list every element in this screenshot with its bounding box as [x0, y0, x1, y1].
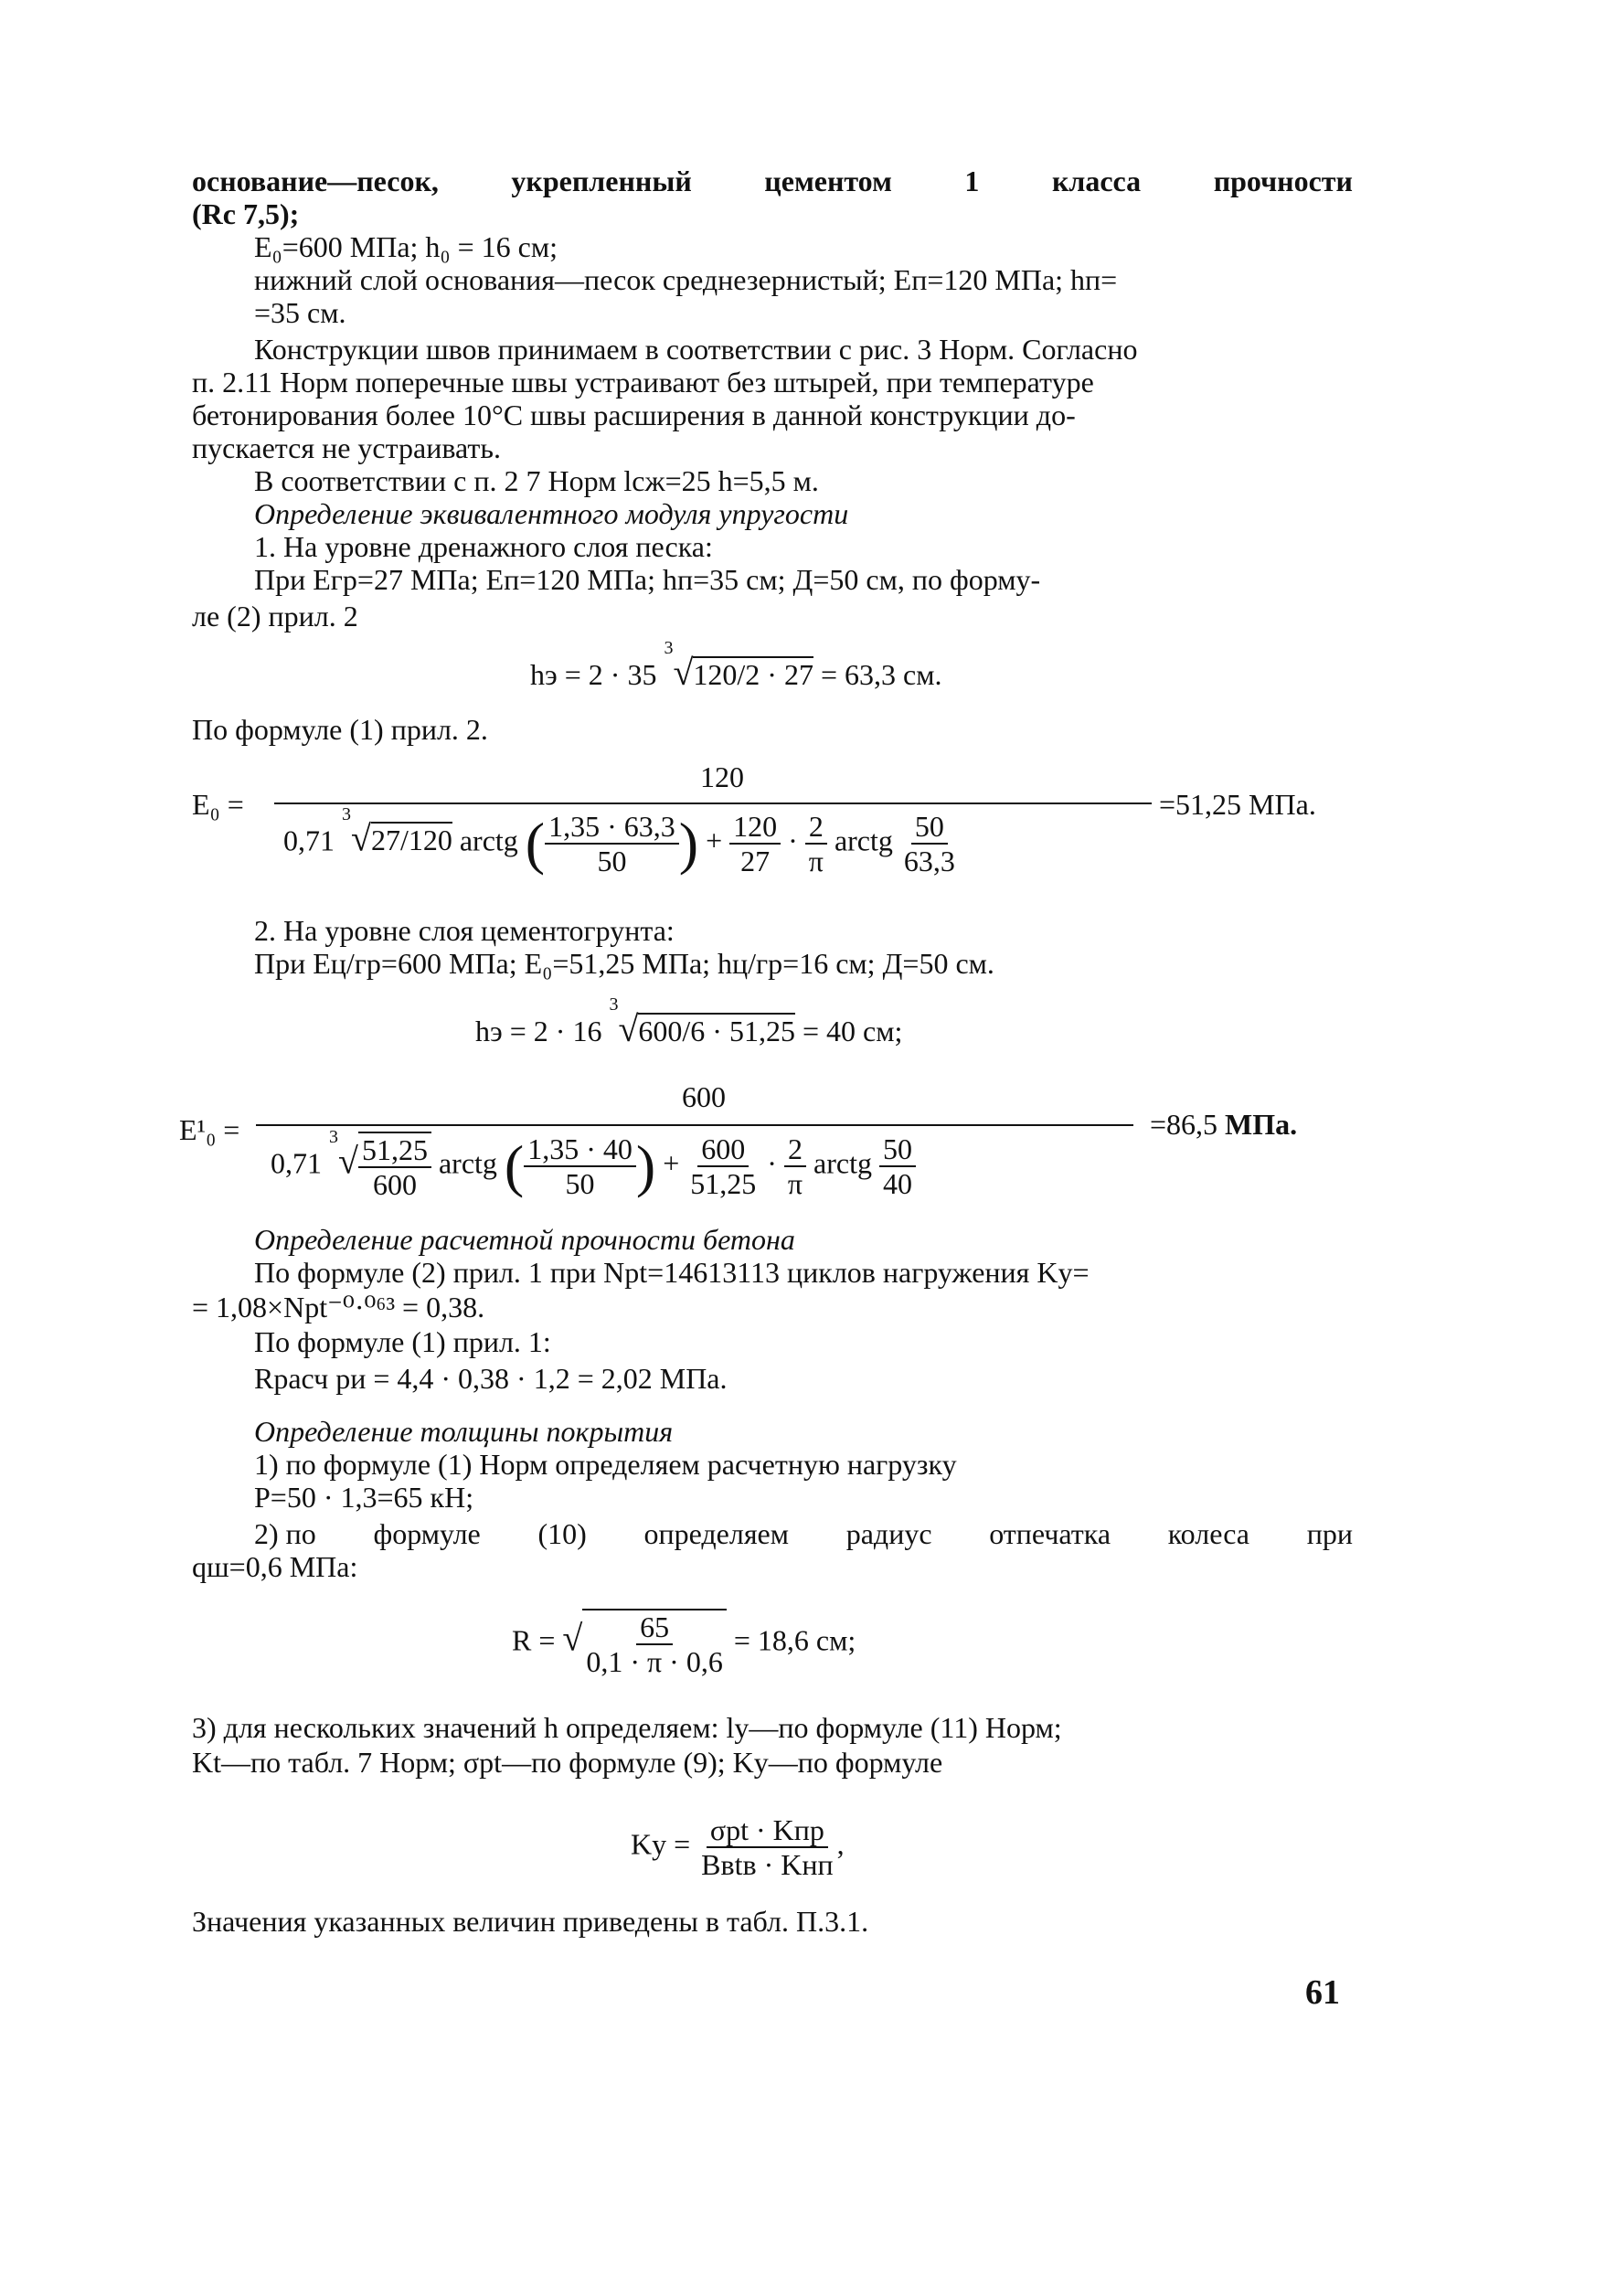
function-name: arctg	[438, 1146, 497, 1180]
text-line: В соответствии с п. 2 7 Норм lсж=25 h=5,5 м.	[254, 464, 819, 497]
fraction-bar	[274, 803, 1152, 804]
section-heading: Определение расчетной прочности бетона	[254, 1223, 795, 1256]
fraction: $\frac{2}{\pi}$	[784, 1132, 806, 1200]
formula-e01-result	[1150, 1108, 1297, 1141]
text-line: 1. На уровне дренажного слоя песка:	[254, 530, 713, 563]
formula-radius	[512, 1609, 856, 1678]
text-line: E₀=600 МПа; h₀ = 16 см;	[254, 230, 558, 263]
text-line: =35 см.	[254, 296, 346, 329]
fraction: $\frac{2}{\pi}$	[805, 810, 827, 877]
text-line: пускается не устраивать.	[192, 431, 501, 464]
text-line: По формуле (2) прил. 1 при Npt=14613113 циклов нагружения Kу=	[254, 1256, 1090, 1289]
fraction: $\frac{600}{51,25}$	[690, 1132, 757, 1200]
formula-e0-lhs: E₀ =	[192, 788, 244, 821]
radicand: 120/2 · 27	[693, 658, 813, 691]
formula-lhs: hэ = 2 · 16	[475, 1015, 602, 1047]
fraction: $\frac{1,35 \cdot 63,3}{50}$	[545, 810, 679, 877]
punctuation: ,	[836, 1827, 845, 1861]
coefficient: 0,71	[271, 1146, 322, 1180]
paren: (	[504, 1133, 525, 1198]
text-line	[254, 1517, 1353, 1550]
text-line: 1) по формуле (1) Норм определяем расчетную нагрузку	[254, 1448, 957, 1481]
function-name: arctg	[834, 824, 893, 857]
formula-h-equivalent-2	[475, 994, 903, 1049]
word: класса	[1051, 165, 1142, 197]
word: цементом	[764, 165, 892, 197]
radicand: 600/6 · 51,25	[638, 1015, 795, 1047]
root-index: 3	[329, 1126, 338, 1147]
word: 1	[964, 165, 980, 197]
formula-result: = 63,3 см.	[820, 658, 942, 691]
text-line: п. 2.11 Норм поперечные швы устраивают без штырей, при температуре	[192, 366, 1094, 399]
text-line: 3) для нескольких значений h определяем: lу—по формуле (11) Норм;	[192, 1711, 1062, 1744]
result-unit: МПа.	[1225, 1108, 1298, 1141]
text-line: нижний слой основания—песок среднезернистый; Eп=120 МПа; hп=	[254, 263, 1118, 296]
text-line: По формуле (1) прил. 1:	[254, 1325, 551, 1358]
formula-e0-denominator: 0,71 $^3$√27/120 arctg ( $\frac{1,35 \cdot 63,3}{50}$ ) + $\frac{120}{27}$ · $\frac{2}{\pi}$ arctg $\frac{50}{63,3}$	[283, 810, 959, 877]
radical-sign: √	[618, 1008, 639, 1049]
coefficient: 0,71	[283, 824, 335, 857]
section-heading: Определение толщины покрытия	[254, 1415, 674, 1448]
word: прочности	[1213, 165, 1353, 197]
result-value: =86,5	[1150, 1108, 1218, 1141]
paren: )	[678, 811, 699, 876]
text-line: При Eгр=27 МПа; Eп=120 МПа; hп=35 см; Д=50 см, по форму-	[254, 563, 1041, 596]
formula-h-equivalent-1	[530, 638, 942, 693]
function-name: arctg	[459, 824, 518, 857]
formula-e01-numerator: 600	[682, 1080, 726, 1113]
text-line: Rрасч ри = 4,4 · 0,38 · 1,2 = 2,02 МПа.	[254, 1362, 728, 1395]
root-index: 3	[342, 803, 351, 824]
formula-lhs: R =	[512, 1623, 556, 1657]
fraction: $\frac{120}{27}$	[729, 810, 781, 877]
page-number: 61	[1305, 1973, 1340, 2012]
root-index: 3	[609, 994, 619, 1015]
fraction: $\frac{51,25}{600}$	[358, 1132, 431, 1201]
text-line: qш=0,6 МПа:	[192, 1550, 358, 1583]
text-line: Конструкции швов принимаем в соответствии с рис. 3 Норм. Согласно	[254, 333, 1138, 366]
word: укрепленный	[511, 165, 692, 197]
paren: )	[635, 1133, 656, 1198]
word: основание—песок,	[192, 165, 439, 197]
fraction-bar	[256, 1124, 1133, 1126]
text-line: (Rc 7,5);	[192, 197, 300, 230]
formula-e0-numerator: 120	[700, 760, 744, 793]
fraction: $\frac{50}{40}$	[879, 1132, 916, 1200]
radical-sign: √	[338, 1140, 358, 1182]
word: 2) по	[254, 1517, 316, 1550]
paren: (	[525, 811, 546, 876]
text-line: Kt—по табл. 7 Норм; σpt—по формуле (9); Kу—по формуле	[192, 1746, 943, 1779]
text-line: P=50 · 1,3=65 кН;	[254, 1481, 474, 1514]
radical-sign: √	[562, 1617, 583, 1659]
root-index: 3	[664, 638, 674, 659]
formula-result: = 40 см;	[802, 1015, 903, 1047]
word: (10)	[537, 1517, 587, 1550]
formula-lhs: hэ = 2 · 35	[530, 658, 657, 691]
text-line	[192, 165, 1353, 197]
radicand: 27/120	[370, 824, 452, 857]
word: отпечатка	[989, 1517, 1111, 1550]
formula-e0-result: =51,25 МПа.	[1159, 788, 1316, 821]
text-line: Значения указанных величин приведены в табл. П.3.1.	[192, 1905, 869, 1938]
radical-sign: √	[673, 652, 694, 693]
word: при	[1306, 1517, 1353, 1550]
text-line: бетонирования более 10°С швы расширения в данной конструкции до-	[192, 399, 1076, 431]
function-name: arctg	[813, 1146, 872, 1180]
formula-ky	[631, 1813, 845, 1881]
word: радиус	[845, 1517, 932, 1550]
text-line: По формуле (1) прил. 2.	[192, 713, 488, 746]
section-heading: Определение эквивалентного модуля упругости	[254, 497, 849, 530]
word: колеса	[1167, 1517, 1249, 1550]
fraction: $\frac{50}{63,3}$	[903, 810, 955, 877]
formula-result: = 18,6 см;	[733, 1623, 856, 1657]
formula-e01-lhs: E¹₀ =	[179, 1113, 240, 1146]
fraction: $\frac{\text{σpt · Kпр}}{\text{Bвtв · Kнп}}$	[701, 1813, 834, 1881]
formula-lhs: Kу =	[631, 1827, 691, 1861]
word: определяем	[643, 1517, 789, 1550]
radical-sign: √	[351, 817, 371, 859]
word: формуле	[373, 1517, 481, 1550]
text-line: ле (2) прил. 2	[192, 600, 358, 632]
text-line: = 1,08×Npt⁻⁰·⁰⁶³ = 0,38.	[192, 1291, 485, 1323]
fraction: $\frac{65}{0,1 \cdot \pi \cdot 0,6}$	[582, 1609, 726, 1678]
text-line: 2. На уровне слоя цементогрунта:	[254, 914, 675, 947]
text-line: При Eц/гр=600 МПа; E₀=51,25 МПа; hц/гр=16 см; Д=50 см.	[254, 947, 994, 980]
fraction: $\frac{1,35 \cdot 40}{50}$	[524, 1132, 636, 1200]
formula-e01-denominator: 0,71 $^3$√ $\frac{51,25}{600}$ arctg ( $\frac{1,35 \cdot 40}{50}$ ) + $\frac{600}{51,25}$ · $\frac{2}{\pi}$ arctg $\frac{50}{40}$	[271, 1132, 916, 1201]
